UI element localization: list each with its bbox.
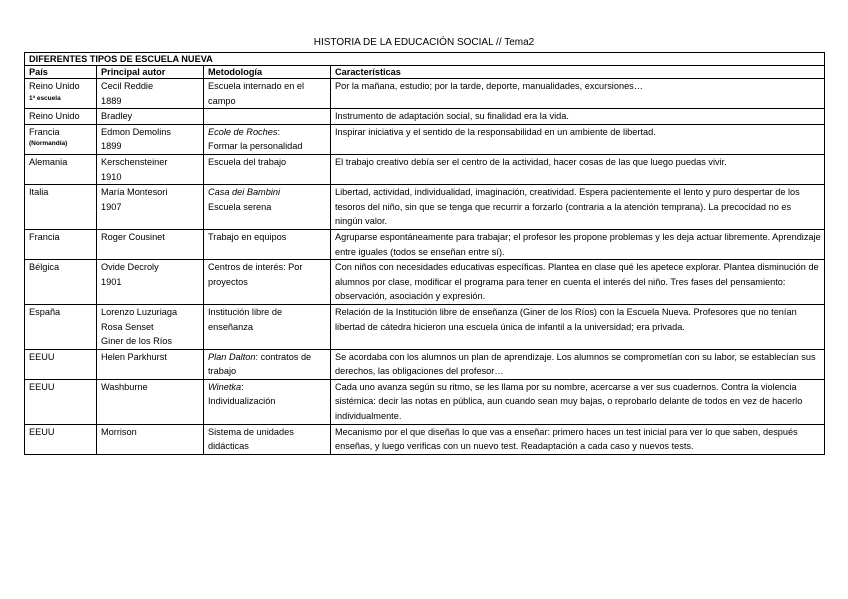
table-row bbox=[25, 349, 825, 379]
metodologia-text: Individualización bbox=[208, 396, 276, 407]
pais-text: EEUU bbox=[29, 426, 55, 437]
autor-text: 1889 bbox=[101, 95, 122, 106]
cell-metodologia bbox=[204, 229, 331, 259]
cell-autor bbox=[97, 349, 204, 379]
cell-metodologia bbox=[204, 379, 331, 424]
autor-text: Bradley bbox=[101, 111, 133, 122]
autor-text: Giner de los Ríos bbox=[101, 336, 172, 347]
table-row bbox=[25, 124, 825, 154]
autor-text: Lorenzo Luzuriaga bbox=[101, 306, 178, 317]
metodologia-text: Escuela del trabajo bbox=[208, 156, 287, 167]
table-row bbox=[25, 424, 825, 454]
metodologia-italic: Winetka bbox=[208, 381, 242, 392]
cell-metodologia bbox=[204, 124, 331, 154]
cell-metodologia bbox=[204, 109, 331, 125]
autor-text: Helen Parkhurst bbox=[101, 351, 167, 362]
cell-pais bbox=[25, 185, 97, 230]
metodologia-text: Escuela internado en el campo bbox=[208, 81, 305, 106]
pais-text: Reino Unido bbox=[29, 111, 80, 122]
metodologia-text: Institución libre de enseñanza bbox=[208, 306, 283, 332]
header-metodologia: Metodología bbox=[204, 66, 331, 79]
cell-metodologia bbox=[204, 185, 331, 230]
autor-text: Ovide Decroly bbox=[101, 262, 159, 273]
pais-text: EEUU bbox=[29, 381, 55, 392]
pais-subtext: 1ª escuela bbox=[29, 94, 61, 102]
cell-autor bbox=[97, 424, 204, 454]
cell-pais bbox=[25, 379, 97, 424]
cell-pais bbox=[25, 424, 97, 454]
metodologia-line bbox=[208, 125, 327, 140]
cell-metodologia bbox=[204, 260, 331, 305]
metodologia-text: Sistema de unidades didácticas bbox=[208, 426, 294, 452]
cell-autor bbox=[97, 379, 204, 424]
cell-caracteristicas: Libertad, actividad, individualidad, imaginación, creatividad. Espera pacientemente el lento y puro despertar de los tesoros del niño, sin que se tenga que recurrir a forzarlo (contraria a la atención temprana). La precocidad no es ningún valor. bbox=[331, 185, 825, 230]
cell-caracteristicas: Instrumento de adaptación social, su finalidad era la vida. bbox=[331, 109, 825, 125]
cell-autor bbox=[97, 229, 204, 259]
cell-caracteristicas: Con niños con necesidades educativas específicas. Plantea en clase qué les apetece explorar. Plantea disminución de alumnos por clase, modificar el programa para tener en cuenta el interés del niño. Tres fases del pensamiento: observación, asociación y expresión. bbox=[331, 260, 825, 305]
metodologia-text: Centros de interés: Por proyectos bbox=[208, 262, 303, 287]
metodologia-line bbox=[208, 350, 327, 379]
cell-pais bbox=[25, 229, 97, 259]
autor-text: 1907 bbox=[101, 201, 122, 212]
table-row bbox=[25, 379, 825, 424]
header-autor: Principal autor bbox=[97, 66, 204, 79]
cell-metodologia bbox=[204, 349, 331, 379]
cell-pais bbox=[25, 304, 97, 349]
autor-text: Edmon Demolins bbox=[101, 126, 171, 137]
table-row bbox=[25, 260, 825, 305]
cell-pais bbox=[25, 124, 97, 154]
metodologia-after: : bbox=[277, 126, 281, 137]
metodologia-italic: Ecole de Roches bbox=[208, 126, 278, 137]
cell-caracteristicas: Mecanismo por el que diseñas lo que vas a enseñar: primero haces un test inicial para ver lo que saben, después enseñas, y luego verificas con un nuevo test. Readaptación a cada caso y nuevos tests. bbox=[331, 424, 825, 454]
cell-autor bbox=[97, 154, 204, 184]
autor-text: Morrison bbox=[101, 426, 137, 437]
metodologia-text: Trabajo en equipos bbox=[208, 231, 287, 242]
autor-text: 1910 bbox=[101, 171, 122, 182]
metodologia-italic: Casa dei Bambini bbox=[208, 187, 281, 198]
table-row bbox=[25, 304, 825, 349]
autor-text: Kerschensteiner bbox=[101, 156, 168, 167]
cell-autor bbox=[97, 185, 204, 230]
table-title: DIFERENTES TIPOS DE ESCUELA NUEVA bbox=[25, 53, 825, 66]
metodologia-after: : bbox=[241, 381, 244, 392]
table-row bbox=[25, 185, 825, 230]
metodologia-italic: Plan Dalton bbox=[208, 351, 256, 362]
metodologia-line bbox=[208, 380, 327, 395]
cell-caracteristicas: El trabajo creativo debía ser el centro de la actividad, hacer cosas de las que luego puedas vivir. bbox=[331, 154, 825, 184]
pais-text: Francia bbox=[29, 126, 60, 137]
pais-text: Alemania bbox=[29, 156, 68, 167]
cell-caracteristicas: Inspirar iniciativa y el sentido de la responsabilidad en un ambiente de libertad. bbox=[331, 124, 825, 154]
pais-text: Bélgica bbox=[29, 262, 60, 273]
cell-pais bbox=[25, 154, 97, 184]
pais-text: Reino Unido bbox=[29, 81, 80, 91]
cell-autor bbox=[97, 260, 204, 305]
metodologia-text: Formar la personalidad bbox=[208, 141, 303, 152]
cell-metodologia bbox=[204, 79, 331, 109]
cell-pais bbox=[25, 79, 97, 109]
autor-text: Roger Cousinet bbox=[101, 231, 165, 242]
pais-text: Francia bbox=[29, 231, 60, 242]
cell-caracteristicas: Por la mañana, estudio; por la tarde, deporte, manualidades, excursiones… bbox=[331, 79, 825, 109]
pais-text: EEUU bbox=[29, 351, 55, 362]
autor-text: Cecil Reddie bbox=[101, 81, 154, 91]
cell-pais bbox=[25, 109, 97, 125]
metodologia-text: Escuela serena bbox=[208, 201, 272, 212]
cell-caracteristicas: Agruparse espontáneamente para trabajar; el profesor les propone problemas y les deja actuar libremente. Aprendizaje entre iguales (todos se enseñan entre sí). bbox=[331, 229, 825, 259]
table-row bbox=[25, 154, 825, 184]
pais-text: Italia bbox=[29, 187, 49, 198]
cell-autor bbox=[97, 304, 204, 349]
header-pais: País bbox=[25, 66, 97, 79]
schools-table bbox=[24, 52, 825, 455]
autor-text: Washburne bbox=[101, 381, 148, 392]
cell-pais bbox=[25, 349, 97, 379]
pais-text: España bbox=[29, 306, 61, 317]
cell-metodologia bbox=[204, 304, 331, 349]
cell-autor bbox=[97, 79, 204, 109]
cell-caracteristicas: Cada uno avanza según su ritmo, se les llama por su nombre, acercarse a ver sus cuadernos. Contra la violencia sistémica: decir las notas en pública, aun cuando sean muy bajas, o reprobarlo delante de todos en vez de hacerlo individualmente. bbox=[331, 379, 825, 424]
metodologia-after: : contratos de trabajo bbox=[208, 351, 312, 377]
cell-metodologia bbox=[204, 154, 331, 184]
autor-text: 1901 bbox=[101, 276, 122, 287]
document-title: HISTORIA DE LA EDUCACIÓN SOCIAL // Tema2 bbox=[313, 37, 535, 48]
header-caracteristicas: Características bbox=[331, 66, 825, 79]
autor-text: María Montesori bbox=[101, 187, 168, 198]
autor-text: 1899 bbox=[101, 141, 122, 152]
cell-autor bbox=[97, 109, 204, 125]
cell-caracteristicas: Se acordaba con los alumnos un plan de aprendizaje. Los alumnos se comprometían con su labor, se establecían sus derechos, las obligaciones del profesor… bbox=[331, 349, 825, 379]
pais-subtext: (Normandía) bbox=[29, 140, 68, 148]
cell-autor bbox=[97, 124, 204, 154]
table-row bbox=[25, 79, 825, 109]
cell-caracteristicas: Relación de la Institución libre de enseñanza (Giner de los Ríos) con la Escuela Nueva. Profesores que no tenían libertad de cátedra hicieron una escuela única de infantil a la universidad; era privada. bbox=[331, 304, 825, 349]
cell-metodologia bbox=[204, 424, 331, 454]
autor-text: Rosa Senset bbox=[101, 321, 154, 332]
table-row bbox=[25, 229, 825, 259]
cell-pais bbox=[25, 260, 97, 305]
table-row bbox=[25, 109, 825, 125]
metodologia-line bbox=[208, 185, 327, 200]
